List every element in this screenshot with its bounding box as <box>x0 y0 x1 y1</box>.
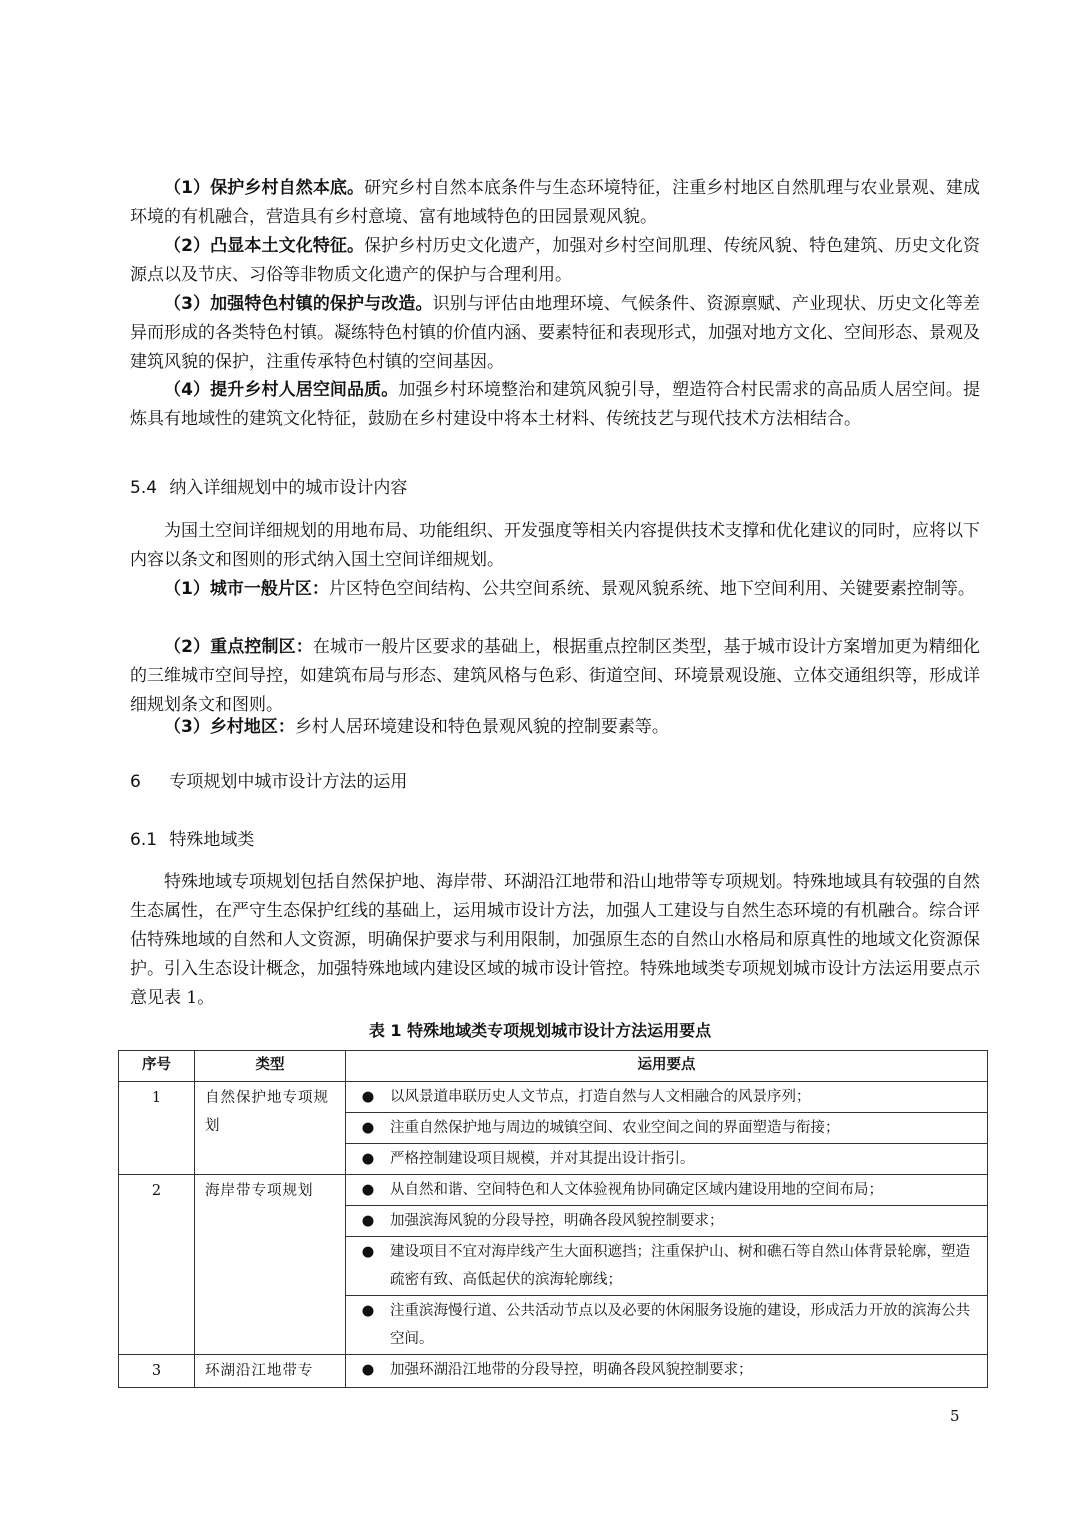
table-cell-type: 环湖沿江地带专 <box>195 1355 346 1388</box>
section-5-4-item-1 <box>130 575 980 604</box>
bullet-icon: ● <box>361 1362 375 1378</box>
rural-item-3-text: 识别与评估由地理环境、气候条件、资源禀赋、产业现状、历史文化等差异而形成的各类特色村镇。凝练特色村镇的价值内涵、要素特征和表现形式，加强对地方文化、空间形态、景观及建筑风貌的保护，注重传承特色村镇的空间基因。 <box>130 294 981 372</box>
section-5-4-intro: 为国土空间详细规划的用地布局、功能组织、开发强度等相关内容提供技术支撑和优化建议的同时，应将以下内容以条文和图则的形式纳入国土空间详细规划。 <box>130 521 980 570</box>
table-point <box>346 1144 987 1174</box>
section-5-4-item-3-text: 乡村人居环境建设和特色景观风貌的控制要素等。 <box>294 717 669 737</box>
section-5-4-item-1-label: （1）城市一般片区： <box>164 579 329 599</box>
rural-item-1 <box>130 174 980 232</box>
section-5-4-item-2-label: （2）重点控制区： <box>164 637 313 657</box>
rural-item-3 <box>130 290 980 377</box>
bullet-icon: ● <box>361 1182 375 1198</box>
section-6-heading <box>130 770 407 794</box>
table-row <box>119 1355 988 1388</box>
table-point <box>346 1206 987 1237</box>
special-region-table <box>118 1050 988 1388</box>
bullet-icon: ● <box>361 1151 375 1167</box>
table-point <box>346 1082 987 1113</box>
table-point <box>346 1296 987 1354</box>
table-point-text: 注重滨海慢行道、公共活动节点以及必要的休闲服务设施的建设，形成活力开放的滨海公共空间。 <box>390 1303 970 1347</box>
table-row <box>119 1175 988 1355</box>
bullet-icon: ● <box>361 1244 375 1260</box>
section-5-4-title: 纳入详细规划中的城市设计内容 <box>169 478 408 498</box>
table-point-text: 严格控制建设项目规模，并对其提出设计指引。 <box>390 1151 695 1167</box>
table-cell-num: 2 <box>119 1175 195 1355</box>
table-point-text: 以风景道串联历史人文节点，打造自然与人文相融合的风景序列； <box>390 1089 811 1105</box>
rural-item-4-text: 加强乡村环境整治和建筑风貌引导，塑造符合村民需求的高品质人居空间。提炼具有地域性的建筑文化特征，鼓励在乡村建设中将本土材料、传统技艺与现代技术方法相结合。 <box>130 380 981 429</box>
table-point-text: 加强滨海风貌的分段导控，明确各段风貌控制要求； <box>390 1213 724 1229</box>
table-header-row <box>119 1051 988 1082</box>
bullet-icon: ● <box>361 1213 375 1229</box>
rural-item-4 <box>130 376 980 434</box>
section-6-number: 6 <box>130 772 141 792</box>
table-point-text: 从自然和谐、空间特色和人文体验视角协同确定区域内建设用地的空间布局； <box>390 1182 883 1198</box>
bullet-icon: ● <box>361 1089 375 1105</box>
table-point-text: 加强环湖沿江地带的分段导控，明确各段风貌控制要求； <box>390 1362 753 1378</box>
table-cell-num: 3 <box>119 1355 195 1388</box>
table-cell-points <box>346 1175 988 1355</box>
table-point-text: 建设项目不宜对海岸线产生大面积遮挡；注重保护山、树和礁石等自然山体背景轮廓，塑造疏密有致、高低起伏的滨海轮廓线； <box>390 1244 970 1288</box>
section-5-4-item-3 <box>130 713 980 742</box>
section-5-4-item-2 <box>130 633 980 720</box>
bullet-icon: ● <box>361 1120 375 1136</box>
rural-item-2-label: （2）凸显本土文化特征。 <box>164 236 365 256</box>
section-6-1-number: 6.1 <box>130 830 158 850</box>
table-header-type: 类型 <box>195 1051 346 1082</box>
table-cell-type: 海岸带专项规划 <box>195 1175 346 1355</box>
rural-item-2-text: 保护乡村历史文化遗产，加强对乡村空间肌理、传统风貌、特色建筑、历史文化资源点以及节庆、习俗等非物质文化遗产的保护与合理利用。 <box>130 236 981 285</box>
section-5-4-item-3-label: （3）乡村地区： <box>164 717 295 737</box>
table-cell-points <box>346 1082 988 1175</box>
rural-item-1-text: 研究乡村自然本底条件与生态环境特征，注重乡村地区自然肌理与农业景观、建成环境的有机融合，营造具有乡村意境、富有地域特色的田园景观风貌。 <box>130 178 981 227</box>
table-point <box>346 1355 987 1385</box>
section-5-4-heading <box>130 476 407 500</box>
table-cell-points <box>346 1355 988 1388</box>
table-row <box>119 1082 988 1175</box>
rural-item-3-label: （3）加强特色村镇的保护与改造。 <box>164 294 433 314</box>
section-6-1-title: 特殊地域类 <box>169 830 255 850</box>
table-header-points: 运用要点 <box>346 1051 988 1082</box>
section-6-title: 专项规划中城市设计方法的运用 <box>169 772 408 792</box>
section-5-4-number: 5.4 <box>130 478 158 498</box>
table-point <box>346 1237 987 1296</box>
page-number: 5 <box>950 1407 960 1425</box>
rural-item-1-label: （1）保护乡村自然本底。 <box>164 178 365 198</box>
section-6-1-text: 特殊地域专项规划包括自然保护地、海岸带、环湖沿江地带和沿山地带等专项规划。特殊地域具有较强的自然生态属性，在严守生态保护红线的基础上，运用城市设计方法，加强人工建设与自然生态环境的有机融合。综合评估特殊地域的自然和人文资源，明确保护要求与利用限制，加强原生态的自然山水格局和原真性的地域文化资源保护。引入生态设计概念，加强特殊地域内建设区域的城市设计管控。特殊地域类专项规划城市设计方法运用要点示意见表 1。 <box>130 872 980 1008</box>
table-point <box>346 1175 987 1206</box>
section-5-4-item-1-text: 片区特色空间结构、公共空间系统、景观风貌系统、地下空间利用、关键要素控制等。 <box>328 579 975 599</box>
table-cell-type: 自然保护地专项规划 <box>195 1082 346 1175</box>
table-caption: 表 1 特殊地域类专项规划城市设计方法运用要点 <box>368 1021 712 1040</box>
rural-item-4-label: （4）提升乡村人居空间品质。 <box>164 380 399 400</box>
section-6-1-heading <box>130 828 254 852</box>
rural-item-2 <box>130 232 980 290</box>
table-point <box>346 1113 987 1144</box>
table-header-num: 序号 <box>119 1051 195 1082</box>
table-point-text: 注重自然保护地与周边的城镇空间、农业空间之间的界面塑造与衔接； <box>390 1120 840 1136</box>
table-cell-num: 1 <box>119 1082 195 1175</box>
section-5-4-item-2-text: 在城市一般片区要求的基础上，根据重点控制区类型，基于城市设计方案增加更为精细化的三维城市空间导控，如建筑布局与形态、建筑风格与色彩、街道空间、环境景观设施、立体交通组织等，形成详细规划条文和图则。 <box>130 637 980 715</box>
bullet-icon: ● <box>361 1303 375 1319</box>
